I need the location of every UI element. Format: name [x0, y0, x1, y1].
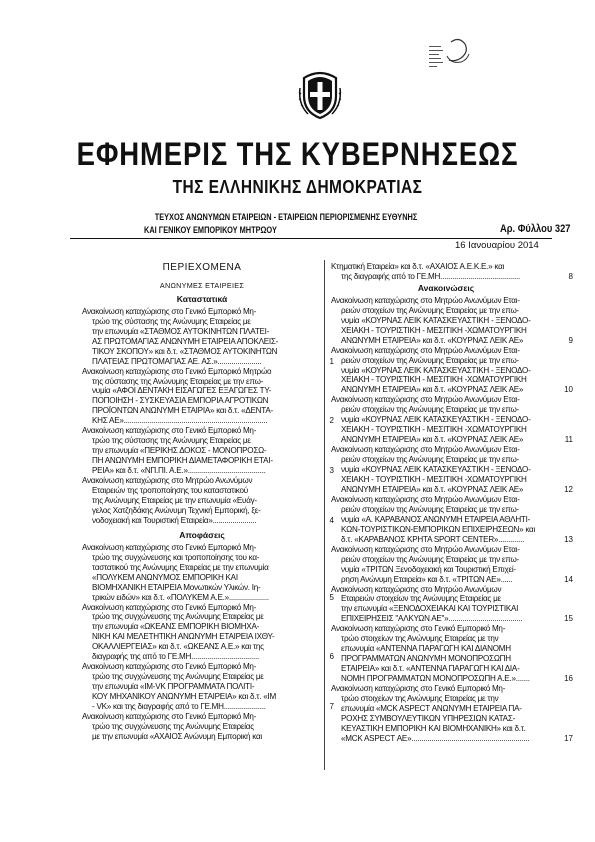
toc-entry-line: τρώο της συγχώνευσης της Ανώνυμης Εταιρείας: [92, 721, 254, 731]
toc-entry[interactable]: [331, 395, 573, 445]
toc-page-number: 2: [329, 416, 334, 426]
toc-entry-line: ρειών στοιχείων της Ανώνυμης Εταιρείας με την επω-: [341, 554, 519, 564]
toc-entry-line: Ανακοίνωση καταχώρισης στο Μητρώο Ανωνύμων Εται-: [331, 345, 520, 355]
toc-entry-line: ΒΙΟΜΗΧΑΝΙΚΗ ΕΤΑΙΡΕΙΑ Μονωτικών Υλικών. Ιη-: [92, 582, 261, 592]
toc-entry-line: ΚΟΥ ΜΗΧΑΝΙΚΟΥ ΑΝΩΝΥΜΗ ΕΤΑΙΡΕΙΑ» και δ.τ. «ΙΜ: [92, 692, 276, 702]
toc-entry-line: Ανακοίνωση καταχώρισης στο Μητρώο Ανωνύμων Εται-: [331, 494, 520, 504]
toc-entry-line: ΑΝΩΝΥΜΗ ΕΤΑΙΡΕΙΑ» και δ.τ. «ΚΟΥΡΝΑΣ ΛΕΙΚ ΑΕ»: [341, 385, 524, 395]
toc-entry-line: Ανακοίνωση καταχώρισης στο Γενικό Εμπορικό Μη-: [82, 662, 257, 672]
toc-entry-line: νυμία «Α. ΚΑΡΑΒΑΝΟΣ ΑΝΩΝΥΜΗ ΕΤΑΙΡΕΙΑ ΑΘΛΗΤΙ-: [341, 514, 531, 524]
toc-entry[interactable]: [82, 366, 334, 427]
toc-entry-line: Εταιρειών της τροποποίησης του καταστατικού: [92, 486, 248, 496]
toc-entry-line: την επωνυμία «ΠΕΡΙΚΗΣ ΔΟΚΟΣ - ΜΟΝΟΠΡΟΣΩ-: [92, 446, 267, 456]
toc-entry[interactable]: [331, 684, 573, 744]
toc-entry-line: την επωνυμία «ΞΕΝΟΔΟΧΕΙΑΚΑΙ ΚΑΙ ΤΟΥΡΙΣΤΙΚΑΙ: [341, 604, 519, 614]
toc-entry[interactable]: [331, 295, 573, 346]
toc-entry[interactable]: [82, 426, 334, 476]
toc-entry[interactable]: [82, 712, 322, 742]
toc-page-number: 7: [329, 702, 334, 712]
category-gap: [82, 742, 322, 745]
toc-entry-line: τρώο στοιχείων της Ανώνυμης Εταιρείας με την: [341, 634, 499, 644]
toc-entry-line: τρώο της σύστασης της Ανώνυμης Εταιρείας με: [92, 436, 251, 446]
toc-entry[interactable]: [82, 542, 334, 603]
toc-entry-line: Κτηματική Εταιρεία» και δ.τ. «ΑΧΑΙΟΣ Α.Ε.Κ.Ε.» και: [331, 262, 505, 271]
toc-entry[interactable]: [82, 662, 334, 712]
toc-entry-line: ρειών στοιχείων της Ανώνυμης Εταιρείας με την επω-: [341, 504, 519, 514]
toc-entry[interactable]: [82, 602, 334, 663]
toc-entry-line: επωνυμία «MCK ASPECT ΑΝΩΝΥΜΗ ΕΤΑΙΡΕΙΑ ΠΑ-: [341, 703, 522, 713]
toc-entry-line: διαγραφής της από το ΓΕ.ΜΗ..................................: [92, 652, 260, 662]
toc-entry-line: τρώο στοιχείων της Ανώνυμης Εταιρείας με την: [341, 693, 499, 703]
electronic-stamp: [425, 32, 473, 77]
toc-entry-line: της διαγραφής από το ΓΕ.ΜΗ........................................: [341, 271, 521, 281]
toc-entry-line: ΠΛΑΤΕΙΑΣ ΠΡΩΤΟΜΑΓΙΑΣ ΑΕ. ΑΣ.»......................: [92, 356, 262, 366]
toc-page-number: 3: [329, 466, 334, 476]
toc-entry-line: Ανακοίνωση καταχώρισης στο Γενικό Εμπορικό Μη-: [82, 711, 257, 721]
toc-entry-line: Ανακοίνωση καταχώρισης στο Μητρώο Ανωνύμων: [331, 584, 502, 594]
toc-category-heading: Ανακοινώσεις: [417, 282, 475, 293]
toc-entry-line: την επωνυμία «ΙΜ-VK ΠΡΟΓΡΑΜΜΑΤΑ ΠΟΛΙΤΙ-: [92, 682, 255, 692]
toc-entry-line: Ανακοίνωση καταχώρισης στο Μητρώο Ανωνύμων: [82, 476, 253, 486]
toc-entry-line: νυμία «ΤΡΙΤΩΝ Ξενοδοχειακή και Τουριστική Επιχεί-: [341, 564, 516, 574]
toc-heading: ΠΕΡΙΕΧΟΜΕΝΑ: [162, 262, 242, 273]
toc-entry-line: ρειών στοιχείων της Ανώνυμης Εταιρείας με την επω-: [341, 355, 519, 365]
toc-entry-line: ΑΝΩΝΥΜΗ ΕΤΑΙΡΕΙΑ» και δ.τ. «ΚΟΥΡΝΑΣ ΛΕΙΚ ΑΕ»: [341, 484, 524, 494]
toc-entry-line: Εταιρειών στοιχείων της Ανώνυμης Εταιρείας με: [341, 594, 501, 604]
toc-entry[interactable]: [82, 306, 334, 367]
toc-entry-line: τρώο της συγχώνευσης της Ανώνυμης Εταιρείας με: [92, 672, 264, 682]
toc-page-number: 10: [564, 385, 573, 395]
series-line-1: ΤΕΥΧΟΣ ΑΝΩΝΥΜΩΝ ΕΤΑΙΡΕΙΩΝ - ΕΤΑΙΡΕΙΩΝ ΠΕΡΙΟΡΙΣΜΕΝΗΣ ΕΥΘΥΝΗΣ: [154, 212, 418, 222]
toc-entry[interactable]: [82, 476, 334, 526]
toc-entry-line: νοδοχειακή και Τουριστική Εταιρεία»......................: [92, 515, 257, 525]
toc-entry-line: ΚΕΥΑΣΤΙΚΗ ΕΜΠΟΡΙΚΗ ΚΑΙ ΒΙΟΜΗΧΑΝΙΚΗ» και δ.τ.: [341, 723, 526, 733]
toc-continuation-entry: [331, 262, 573, 282]
toc-page-number: 11: [564, 435, 573, 445]
toc-page-number: 5: [329, 592, 334, 602]
toc-entry-line: ΑΣ ΠΡΩΤΟΜΑΓΙΑΣ ΑΝΩΝΥΜΗ ΕΤΑΙΡΕΙΑ ΑΠΟΚΛΕΙΣ-: [92, 336, 279, 346]
toc-entry-line: Ανακοίνωση καταχώρισης στο Γενικό Εμπορικό Μη-: [82, 602, 257, 612]
toc-entry-line: ρηση Ανώνυμη Εταιρεία» και δ.τ. «ΤΡΙΤΩΝ ΑΕ»......: [341, 574, 513, 584]
toc-entry-line: - VK» και της διαγραφής από το ΓΕ.ΜΗ.....................: [92, 702, 266, 712]
series-line-2: ΚΑΙ ΓΕΝΙΚΟΥ ΕΜΠΟΡΙΚΟΥ ΜΗΤΡΩΟΥ: [144, 225, 277, 235]
toc-entry[interactable]: [331, 262, 573, 282]
toc-entry-line: ρειών στοιχείων της Ανώνυμης Εταιρείας με την επω-: [341, 455, 519, 465]
toc-entry-line: επωνυμία «ΑΝΤΕΝΝΑ ΠΑΡΑΓΩΓΗ ΚΑΙ ΔΙΑΝΟΜΗ: [341, 644, 511, 654]
toc-page-number: 4: [329, 515, 334, 525]
toc-entry[interactable]: [331, 584, 573, 625]
toc-entry-line: ΚΗΣ ΑΕ»........................................................................: [92, 416, 268, 426]
toc-section-heading: ΑΝΩΝΥΜΕΣ ΕΤΑΙΡΕΙΕΣ: [159, 280, 245, 290]
toc-entry-line: ΑΝΩΝΥΜΗ ΕΤΑΙΡΕΙΑ» και δ.τ. «ΚΟΥΡΝΑΣ ΛΕΙΚ ΑΕ»: [341, 335, 524, 345]
toc-entry-line: Ανακοίνωση καταχώρισης στο Μητρώο Ανωνύμων Εται-: [331, 445, 520, 455]
toc-entry-line: ΡΕΙΑ» και δ.τ. «ΝΠ.ΠΙ. Α.Ε.».......................................: [92, 466, 266, 476]
toc-entry-line: ΡΟΧΗΣ ΣΥΜΒΟΥΛΕΥΤΙΚΩΝ ΥΠΗΡΕΣΙΩΝ ΚΑΤΑΣ-: [341, 713, 516, 723]
category-gap: [82, 526, 322, 529]
toc-entry-line: την επωνυμία «ΩΚΕΑΝΣ ΕΜΠΟΡΙΚΗ ΒΙΟΜΗΧΑ-: [92, 622, 260, 632]
toc-entry[interactable]: [331, 544, 573, 585]
toc-entry-line: ΠΟΠΟΙΗΣΗ - ΣΥΣΚΕΥΑΣΙΑ ΕΜΠΟΡΙΑ ΑΓΡΟΤΙΚΩΝ: [92, 396, 269, 406]
toc-entry-line: με την επωνυμία «ΑΧΑΙΟΣ Ανώνυμη Εμπορική και: [92, 731, 262, 741]
toc-entry-line: Ανακοίνωση καταχώρισης στο Γενικό Εμπορικό Μη-: [331, 684, 506, 694]
toc-right-categories: [331, 282, 573, 747]
toc-page-number: 16: [564, 674, 573, 684]
toc-entry-line: ΧΕΙΑΚΗ - ΤΟΥΡΙΣΤΙΚΗ - ΜΕΣΙΤΙΚΗ -ΧΩΜΑΤΟΥΡΓΙΚΗ: [341, 475, 527, 485]
toc-entry-line: ρειών στοιχείων της Ανώνυμης Εταιρείας με την επω-: [341, 405, 519, 415]
toc-entry-line: ΧΕΙΑΚΗ - ΤΟΥΡΙΣΤΙΚΗ - ΜΕΣΙΤΙΚΗ -ΧΩΜΑΤΟΥΡΓΙΚΗ: [341, 425, 527, 435]
toc-category-heading: Αποφάσεις: [179, 529, 225, 540]
toc-page-number: 1: [329, 356, 334, 366]
gazette-subtitle: ΤΗΣ ΕΛΛΗΝΙΚΗΣ ΔΗΜΟΚΡΑΤΙΑΣ: [172, 177, 423, 197]
toc-entry-line: «MCK ASPECT ΑΕ»...........................................................: [341, 733, 530, 743]
toc-entry-line: ρειών στοιχείων της Ανώνυμης Εταιρείας με την επω-: [341, 305, 519, 315]
toc-page-number: 9: [568, 335, 573, 345]
toc-page-number: 8: [568, 271, 573, 281]
toc-entry-line: τρικών ειδών» και δ.τ. «ΠΟΛΥΚΕΜ Α.Ε.»....................: [92, 592, 269, 602]
toc-entry-line: «ΠΟΛΥΚΕΜ ΑΝΩΝΥΜΟΣ ΕΜΠΟΡΙΚΗ ΚΑΙ: [92, 572, 238, 582]
toc-left-column: [82, 262, 334, 745]
toc-entry-line: Ανακοίνωση καταχώρισης στο Μητρώο Ανωνύμων Εται-: [331, 395, 520, 405]
toc-entry-line: ΠΡΟΪΟΝΤΩΝ ΑΝΩΝΥΜΗ ΕΤΑΙΡΙΑ» και δ.τ. «ΔΕΝΤΑ-: [92, 406, 273, 416]
category-gap: [331, 744, 561, 747]
stamp-seal-icon: [425, 32, 473, 77]
toc-entry-line: Ανακοίνωση καταχώρισης στο Γενικό Εμπορικό Μη-: [331, 624, 506, 634]
toc-entry-line: ΕΤΑΙΡΕΙΑ» και δ.τ. «ΑΝΤΕΝΝΑ ΠΑΡΑΓΩΓΗ ΚΑΙ ΔΙΑ-: [341, 664, 520, 674]
gazette-title: ΕΦΗΜΕΡΙΣ ΤΗΣ ΚΥΒΕΡΝΗΣΕΩΣ: [76, 136, 519, 172]
toc-entry-line: Ανακοίνωση καταχώρισης στο Γενικό Εμπορικό Μη-: [82, 306, 257, 316]
toc-page-number: 17: [564, 733, 573, 743]
toc-entry[interactable]: [331, 624, 573, 684]
column-divider: [324, 260, 325, 770]
toc-page-number: 15: [564, 614, 573, 624]
toc-entry-line: ΝΟΜΗ ΠΡΟΓΡΑΜΜΑΤΩΝ ΜΟΝΟΠΡΟΣΩΠΗ Α.Ε.».......: [341, 674, 530, 684]
toc-entry-line: νυμία «ΚΟΥΡΝΑΣ ΛΕΙΚ ΚΑΤΑΣΚΕΥΑΣΤΙΚΗ - ΞΕΝΟΔΟ-: [341, 465, 531, 475]
issue-number: Αρ. Φύλλου 327: [500, 223, 571, 235]
toc-entry-line: δ.τ. «ΚΑΡΑΒΑΝΟΣ ΚΡΗΤΑ SPORT CENTER».............: [341, 534, 525, 544]
toc-page-number: 13: [564, 534, 573, 544]
toc-entry-line: ΑΝΩΝΥΜΗ ΕΤΑΙΡΕΙΑ» και δ.τ. «ΚΟΥΡΝΑΣ ΛΕΙΚ ΑΕ»: [341, 435, 524, 445]
toc-entry-line: Ανακοίνωση καταχώρισης στο Μητρώο Ανωνύμων Εται-: [331, 544, 520, 554]
toc-entry-line: ΠΡΟΓΡΑΜΜΑΤΩΝ ΑΝΩΝΥΜΗ ΜΟΝΟΠΡΟΣΩΠΗ: [341, 654, 511, 664]
toc-entry-line: ΧΕΙΑΚΗ - ΤΟΥΡΙΣΤΙΚΗ - ΜΕΣΙΤΙΚΗ -ΧΩΜΑΤΟΥΡΓΙΚΗ: [341, 375, 527, 385]
toc-entry-line: Ανακοίνωση καταχώρισης στο Γενικό Εμπορικό Μητρώο: [82, 366, 272, 376]
toc-entry-line: ΕΠΙΧΕΙΡΗΣΕΙΣ "ΑΛΚΥΩΝ ΑΕ"».....................................: [341, 614, 523, 624]
toc-entry-line: της σύστασης της Ανώνυμης Εταιρείας με την επω-: [92, 376, 264, 386]
greek-coat-of-arms-icon: [298, 68, 342, 120]
toc-entry[interactable]: [331, 345, 573, 396]
toc-page-number: 6: [329, 652, 334, 662]
toc-entry-line: της Ανώνυμης Εταιρείας με την επωνυμία «Ευάγ-: [92, 495, 257, 505]
toc-entry-line: τρώο της σύστασης της Ανώνυμης Εταιρείας με: [92, 316, 251, 326]
toc-entry-line: Ανακοίνωση καταχώρισης στο Γενικό Εμπορικό Μη-: [82, 426, 257, 436]
toc-page-number: 14: [564, 574, 573, 584]
header-rule: [70, 238, 552, 239]
toc-right-column: [331, 262, 573, 747]
toc-entry-line: την επωνυμία «ΣΤΑΘΜΟΣ ΑΥΤΟΚΙΝΗΤΩΝ ΠΛΑΤΕΙ-: [92, 326, 270, 336]
toc-entry[interactable]: [331, 494, 573, 545]
toc-page-number: 12: [564, 484, 573, 494]
toc-entry-line: τρώο της συγχώνευσης της Ανώνυμης Εταιρείας με: [92, 612, 264, 622]
toc-entry-line: Ανακοίνωση καταχώρισης στο Μητρώο Ανωνύμων Εται-: [331, 295, 520, 305]
toc-entry[interactable]: [331, 445, 573, 495]
toc-entry-line: ΤΙΚΟΥ ΣΚΟΠΟΥ» και δ.τ. «ΣΤΑΘΜΟΣ ΑΥΤΟΚΙΝΗΤΩΝ: [92, 346, 278, 356]
issue-date: 16 Ιανουαρίου 2014: [455, 240, 539, 251]
toc-entry-line: ΧΕΙΑΚΗ - ΤΟΥΡΙΣΤΙΚΗ - ΜΕΣΙΤΙΚΗ -ΧΩΜΑΤΟΥΡΓΙΚΗ: [341, 325, 527, 335]
toc-entry-line: τρώο της συγχώνευσης και τροποποίησης του κα-: [92, 552, 260, 562]
toc-entry-line: νυμία «ΚΟΥΡΝΑΣ ΛΕΙΚ ΚΑΤΑΣΚΕΥΑΣΤΙΚΗ - ΞΕΝΟΔΟ-: [341, 365, 531, 375]
toc-entry-line: ΠΗ ΑΝΩΝΥΜΗ ΕΜΠΟΡΙΚΗ ΔΙΑΜΕΤΑΦΟΡΙΚΗ ΕΤΑΙ-: [92, 456, 273, 466]
toc-category-heading: Καταστατικά: [176, 293, 228, 304]
toc-entry-line: γελος Χατζηδάκης Ανώνυμη Τεχνική Εμπορική, ξε-: [92, 505, 261, 515]
toc-entry-line: νυμία «ΚΟΥΡΝΑΣ ΛΕΙΚ ΚΑΤΑΣΚΕΥΑΣΤΙΚΗ - ΞΕΝΟΔΟ-: [341, 415, 531, 425]
toc-entry-line: νυμία «ΑΦΟΙ ΔΕΝΤΑΚΗ ΕΙΣΑΓΩΓΕΣ ΕΞΑΓΩΓΕΣ ΤΥ-: [92, 386, 272, 396]
toc-entry-line: ταστατικού της Ανώνυμης Εταιρείας με την επωνυμία: [92, 562, 269, 572]
toc-entry-line: ΚΩΝ-ΤΟΥΡΙΣΤΙΚΩΝ-ΕΜΠΟΡΙΚΩΝ ΕΠΙΧΕΙΡΗΣΕΩΝ» και: [341, 524, 536, 534]
toc-entry-line: Ανακοίνωση καταχώρισης στο Γενικό Εμπορικό Μη-: [82, 542, 257, 552]
toc-entry-line: ΝΙΚΗ ΚΑΙ ΜΕΛΕΤΗΤΙΚΗ ΑΝΩΝΥΜΗ ΕΤΑΙΡΕΙΑ ΙΧΘΥ-: [92, 632, 275, 642]
toc-entry-line: νυμία «ΚΟΥΡΝΑΣ ΛΕΙΚ ΚΑΤΑΣΚΕΥΑΣΤΙΚΗ - ΞΕΝΟΔΟ-: [341, 315, 531, 325]
toc-left-categories: [82, 293, 334, 745]
toc-entry-line: ΟΚΑΛΛΙΕΡΓΕΙΑΣ» και δ.τ. «ΩΚΕΑΝΣ Α.Ε.» και της: [92, 642, 264, 652]
